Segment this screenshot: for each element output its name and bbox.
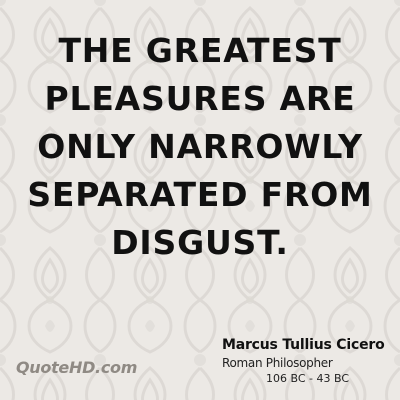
site-watermark: QuoteHD.com <box>16 358 138 377</box>
quote-line: SEPARATED FROM <box>27 175 373 214</box>
quote-line: ONLY NARROWLY <box>37 127 363 166</box>
quote-line: THE GREATEST <box>58 31 342 70</box>
author-name: Marcus Tullius Cicero <box>222 337 385 353</box>
author-attribution <box>222 337 392 385</box>
author-role: Roman Philosopher <box>222 356 333 370</box>
author-years: 106 BC - 43 BC <box>266 372 350 385</box>
quote-line: DISGUST. <box>111 223 289 262</box>
quote-text <box>12 27 388 267</box>
quote-line: PLEASURES ARE <box>44 79 356 118</box>
